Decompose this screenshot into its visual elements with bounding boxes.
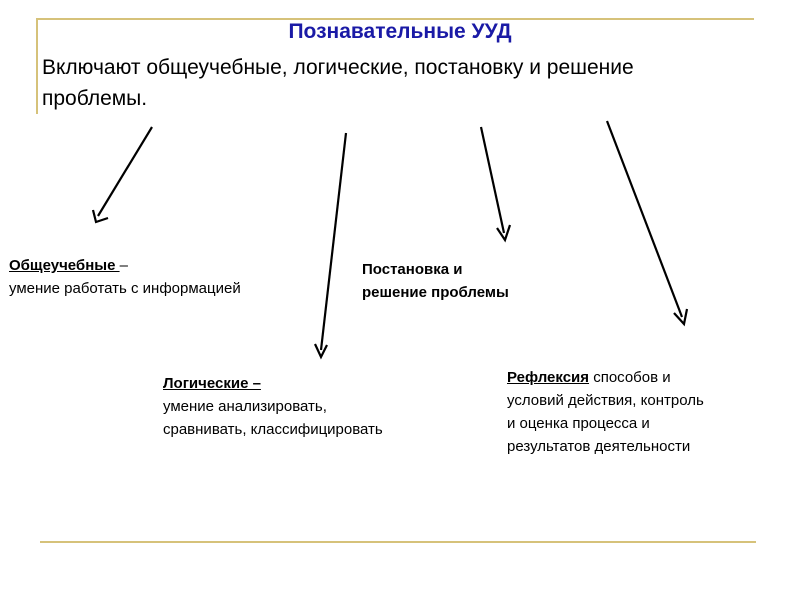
problem-line-1: Постановка и <box>362 261 463 278</box>
reflex-box <box>507 366 704 458</box>
slide-title: Познавательные УУД <box>288 20 512 43</box>
reflex-line-4: результатов деятельности <box>507 438 691 455</box>
reflex-term: Рефлексия <box>507 369 590 386</box>
problem-box <box>362 258 509 304</box>
logical-desc-2: сравнивать, классифицировать <box>163 421 383 438</box>
logical-desc-1: умение анализировать, <box>163 398 327 415</box>
general-box <box>9 254 241 300</box>
reflex-line-2: условий действия, контроль <box>507 392 704 409</box>
reflex-line-3: и оценка процесса и <box>507 415 650 432</box>
arrow-to-problem <box>481 127 504 233</box>
general-dash: – <box>119 257 128 274</box>
problem-line-2: решение проблемы <box>362 284 509 301</box>
general-heading <box>9 254 241 277</box>
general-term: Общеучебные <box>9 257 120 274</box>
logical-box <box>163 372 383 441</box>
logical-term: Логические – <box>163 375 261 392</box>
reflex-heading <box>507 366 704 389</box>
arrow-to-reflex <box>607 121 682 317</box>
reflex-line-1: способов и <box>589 369 671 386</box>
arrow-to-logical <box>321 133 346 350</box>
arrow-to-general <box>98 127 152 216</box>
general-desc: умение работать с информацией <box>9 280 241 297</box>
intro-text: Включают общеучебные, логические, постановку и решение проблемы. <box>42 56 634 110</box>
